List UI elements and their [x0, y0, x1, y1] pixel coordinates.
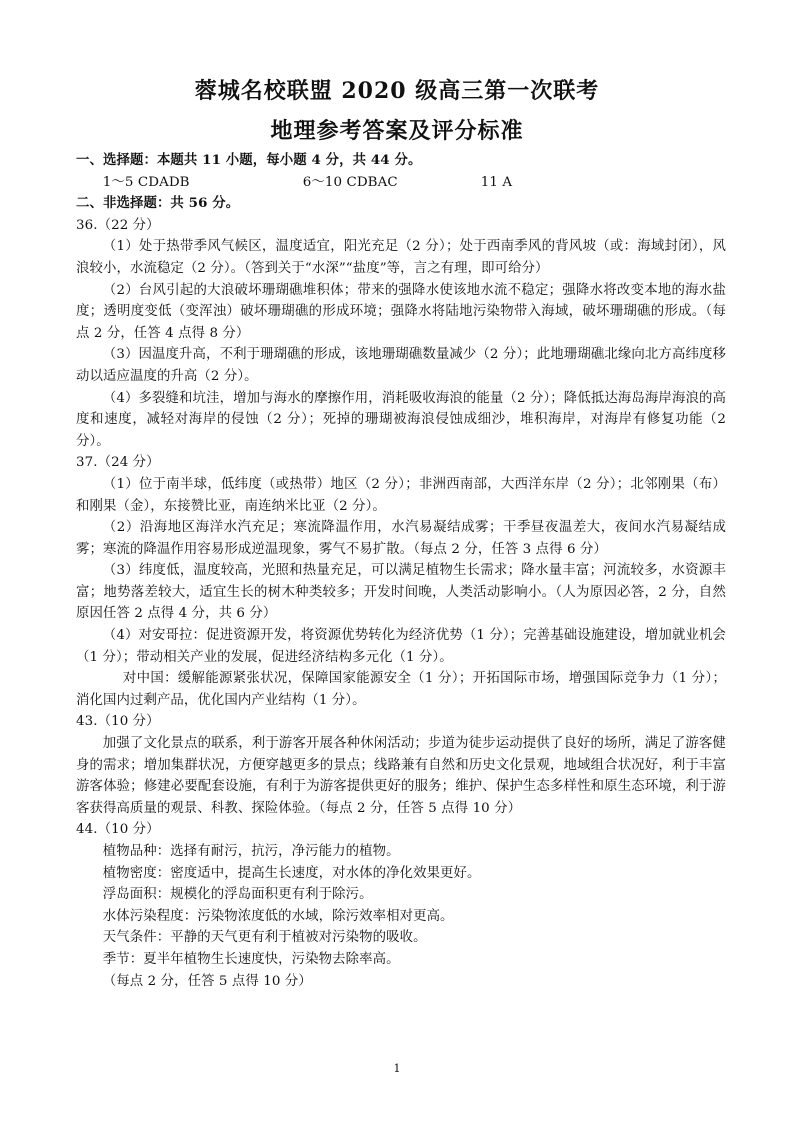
q43-heading: 43.（10 分） [76, 714, 160, 730]
q44-line-season: 季节：夏半年植物生长速度快，污染物去除率高。 [102, 951, 400, 967]
q44-scoring-note: （每点 2 分，任答 5 点得 10 分） [102, 973, 312, 989]
q44-line-pollution-level: 水体污染程度：污染物浓度低的水域，除污效率相对更高。 [102, 908, 454, 924]
section2-heading: 二、非选择题：共 56 分。 [76, 195, 240, 212]
page-title: 蓉城名校联盟 2020 级高三第一次联考 [194, 78, 600, 104]
q37-part3: （3）纬度低，温度较高，光照和热量充足，可以满足植物生长需求；降水量丰富；河流较多，水资源丰富；地势落差较大，适宜生长的树木种类较多；开发时间晚，人类活动影响小。（人为原因必答，2 分，自然原因任答 2 点得 4 分，共 6 分） [76, 563, 726, 622]
q36-part3: （3）因温度升高，不利于珊瑚礁的形成，该地珊瑚礁数量减少（2 分）；此地珊瑚礁北缘向北方高纬度移动以适应温度的升高（2 分）。 [76, 347, 726, 384]
q37-part2: （2）沿海地区海洋水汽充足；寒流降温作用，水汽易凝结成雾；干季昼夜温差大，夜间水汽易凝结成雾；寒流的降温作用容易形成逆温现象，雾气不易扩散。（每点 2 分，任答 3 点得 6 分） [76, 520, 726, 557]
q37-part4: （4）对安哥拉：促进资源开发，将资源优势转化为经济优势（1 分）；完善基础设施建设，增加就业机会（1 分）；带动相关产业的发展，促进经济结构多元化（1 分）。 [76, 628, 726, 665]
page-number: 1 [393, 1062, 401, 1075]
page-subtitle: 地理参考答案及评分标准 [270, 118, 524, 144]
document-body [76, 150, 726, 992]
q37-part4-china: 对中国：缓解能源紧张状况，保障国家能源安全（1 分）；开拓国际市场，增强国际竞争力（1 分）；消化国内过剩产品，优化国内产业结构（1 分）。 [76, 671, 726, 708]
q43-answer: 加强了文化景点的联系，利于游客开展各种休闲活动；步道为徒步运动提供了良好的场所，满足了游客健身的需求；增加集群状况，方便穿越更多的景点；线路兼有自然和历史文化景观，地域组合状况好，利于丰富游客体验；修建必要配套设施，有利于为游客提供更好的服务；维护、保护生态多样性和原生态环境，利于游客获得高质量的观景、科教、探险体验。（每点 2 分，任答 5 点得 10 分） [76, 736, 726, 816]
mc-answer-11: 11 A [480, 174, 513, 190]
q37-part1: （1）位于南半球，低纬度（或热带）地区（2 分）；非洲西南部，大西洋东岸（2 分）；北邻刚果（布）和刚果（金），东接赞比亚，南连纳米比亚（2 分）。 [76, 476, 726, 514]
mc-answers-1-5: 1～5 CDADB [102, 174, 190, 190]
q36-part1: （1）处于热带季风气候区，温度适宜，阳光充足（2 分）；处于西南季风的背风坡（或：海域封闭），风浪较小，水流稳定（2 分）。（答到关于“水深”“盐度”等，言之有理，即可给分） [76, 239, 726, 276]
q44-line-island-area: 浮岛面积：规模化的浮岛面积更有利于除污。 [102, 887, 373, 903]
mc-answers-6-10: 6～10 CDBAC [302, 174, 398, 190]
section1-heading: 一、选择题：本题共 11 小题，每小题 4 分，共 44 分。 [76, 152, 422, 168]
q36-part2: （2）台风引起的大浪破坏珊瑚礁堆积体；带来的强降水使该地水流不稳定；强降水将改变本地的海水盐度；透明度变低（变浑浊）破坏珊瑚礁的形成环境；强降水将陆地污染物带入海域，破坏珊瑚礁的形成。（每点 2 分，任答 4 点得 8 分） [76, 282, 726, 341]
mc-answer-row [76, 172, 726, 194]
q44-line-weather: 天气条件：平静的天气更有利于植被对污染物的吸收。 [102, 930, 427, 946]
q36-part4: （4）多裂缝和坑洼，增加与海水的摩擦作用，消耗吸收海浪的能量（2 分）；降低抵达海岛海岸海浪的高度和速度，减轻对海岸的侵蚀（2 分）；死掉的珊瑚被海浪侵蚀成细沙，堆积海岸，对海岸有修复功能（2 分）。 [76, 390, 726, 449]
q44-line-plant-species: 植物品种：选择有耐污，抗污，净污能力的植物。 [102, 844, 400, 859]
q37-heading: 37.（24 分） [76, 455, 160, 471]
q44-line-plant-density: 植物密度：密度适中，提高生长速度，对水体的净化效果更好。 [102, 865, 481, 881]
q36-heading: 36.（22 分） [76, 217, 160, 233]
q44-heading: 44.（10 分） [76, 822, 160, 838]
